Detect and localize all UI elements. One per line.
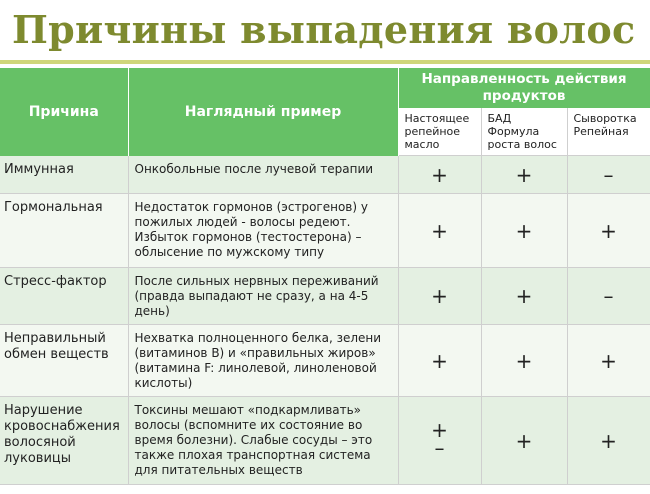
mark-cell: + [398, 325, 481, 397]
mark-cell: + [567, 194, 650, 268]
mark-cell: + [481, 156, 567, 194]
mark-cell: + [567, 325, 650, 397]
header-direction: Направленность действия продуктов [398, 68, 650, 108]
page-title: Причины выпадения волос [12, 7, 636, 52]
header-cause: Причина [0, 68, 128, 156]
header-product-3: Сыворотка Репейная [567, 108, 650, 156]
table-row [0, 268, 650, 325]
mark-cell: + [481, 325, 567, 397]
mark-cell [398, 397, 481, 485]
header-example: Наглядный пример [128, 68, 398, 156]
mark-cell: + [481, 194, 567, 268]
example-cell: Нехватка полноценного белка, зелени (витаминов В) и «правильных жиров» (витамина F: линолевой, линоленовой кислоты) [128, 325, 398, 397]
table-row [0, 325, 650, 397]
table-row [0, 156, 650, 194]
cause-cell: Иммунная [0, 156, 128, 194]
mark-cell: – [567, 156, 650, 194]
header-product-2: БАД Формула роста волос [481, 108, 567, 156]
title-divider [0, 60, 650, 64]
mark-cell: – [567, 268, 650, 325]
example-cell: Онкобольные после лучевой терапии [128, 156, 398, 194]
example-cell: Недостаток гормонов (эстрогенов) у пожилых людей - волосы редеют. Избыток гормонов (тестостерона) – облысение по мужскому типу [128, 194, 398, 268]
table-row [0, 397, 650, 485]
mark-minus: – [434, 436, 445, 460]
example-cell: Токсины мешают «подкармливать» волосы (вспомните их состояние во время болезни). Слабые сосуды – это также плохая транспортная система для питательных веществ [128, 397, 398, 485]
header-product-1: Настоящее репейное масло [398, 108, 481, 156]
mark-cell: + [398, 268, 481, 325]
causes-table [0, 68, 650, 485]
mark-cell: + [567, 397, 650, 485]
mark-cell: + [481, 268, 567, 325]
cause-cell: Гормональная [0, 194, 128, 268]
mark-plus: + [431, 418, 448, 442]
mark-cell: + [481, 397, 567, 485]
cause-cell: Неправильный обмен веществ [0, 325, 128, 397]
table-row [0, 194, 650, 268]
cause-cell: Нарушение кровоснабжения волосяной луковицы [0, 397, 128, 485]
mark-cell: + [398, 194, 481, 268]
example-cell: После сильных нервных переживаний (правда выпадают не сразу, а на 4-5 день) [128, 268, 398, 325]
mark-cell: + [398, 156, 481, 194]
cause-cell: Стресс-фактор [0, 268, 128, 325]
